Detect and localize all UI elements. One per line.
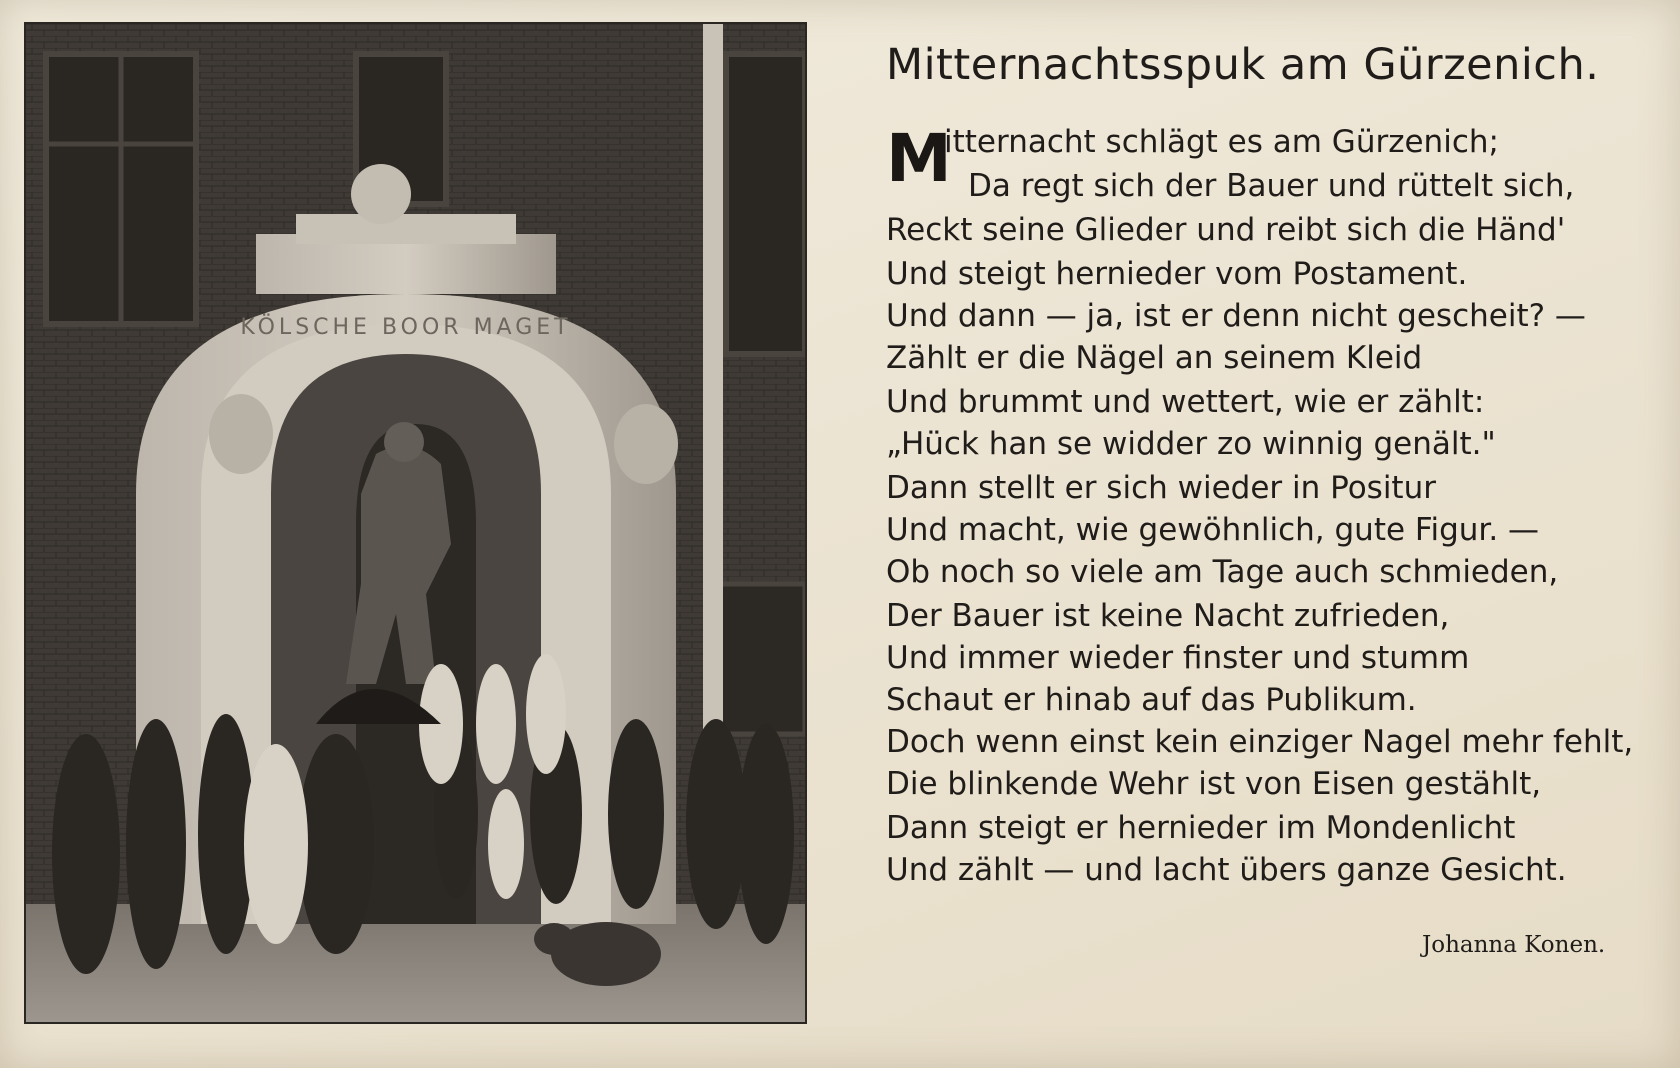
arch-inscription: KÖLSCHE BOOR MAGET: [240, 315, 572, 340]
poem-line-4: Und steigt hernieder vom Postament.: [886, 256, 1468, 292]
drop-cap: M: [886, 120, 952, 197]
poem-line-16: Die blinkende Wehr ist von Eisen gestählt,: [886, 766, 1542, 802]
poem-line-8: „Hück han se widder zo winnig genält.": [886, 426, 1496, 462]
poem-line-18: Und zählt — und lacht übers ganze Gesicht.: [886, 852, 1567, 888]
monument-illustration: [26, 24, 805, 1022]
poem-line-3: Reckt seine Glieder und reibt sich die Händ': [886, 212, 1566, 248]
poem-line-7: Und brummt und wettert, wie er zählt:: [886, 384, 1485, 420]
poem-line-5: Und dann — ja, ist er denn nicht gescheit? —: [886, 298, 1586, 334]
poem-line-12: Der Bauer ist keine Nacht zufrieden,: [886, 598, 1450, 634]
poem-line-6: Zählt er die Nägel an seinem Kleid: [886, 340, 1423, 376]
poem-title: Mitternachtsspuk am Gürzenich.: [886, 40, 1600, 90]
poem-block: [886, 40, 1646, 980]
poem-line-9: Dann stellt er sich wieder in Positur: [886, 470, 1436, 506]
poem-line-17: Dann steigt er hernieder im Mondenlicht: [886, 810, 1516, 846]
poem-line-10: Und macht, wie gewöhnlich, gute Figur. —: [886, 512, 1540, 548]
poem-line-11: Ob noch so viele am Tage auch schmieden,: [886, 554, 1559, 590]
photograph-monument: [24, 22, 807, 1024]
poem-line-1: itternacht schlägt es am Gürzenich;: [944, 124, 1499, 160]
poem-line-2: Da regt sich der Bauer und rüttelt sich,: [968, 168, 1575, 204]
poem-line-13: Und immer wieder finster und stumm: [886, 640, 1470, 676]
poem-author: Johanna Konen.: [1422, 932, 1606, 958]
poem-line-14: Schaut er hinab auf das Publikum.: [886, 682, 1417, 718]
poem-line-15: Doch wenn einst kein einziger Nagel mehr fehlt,: [886, 724, 1634, 760]
